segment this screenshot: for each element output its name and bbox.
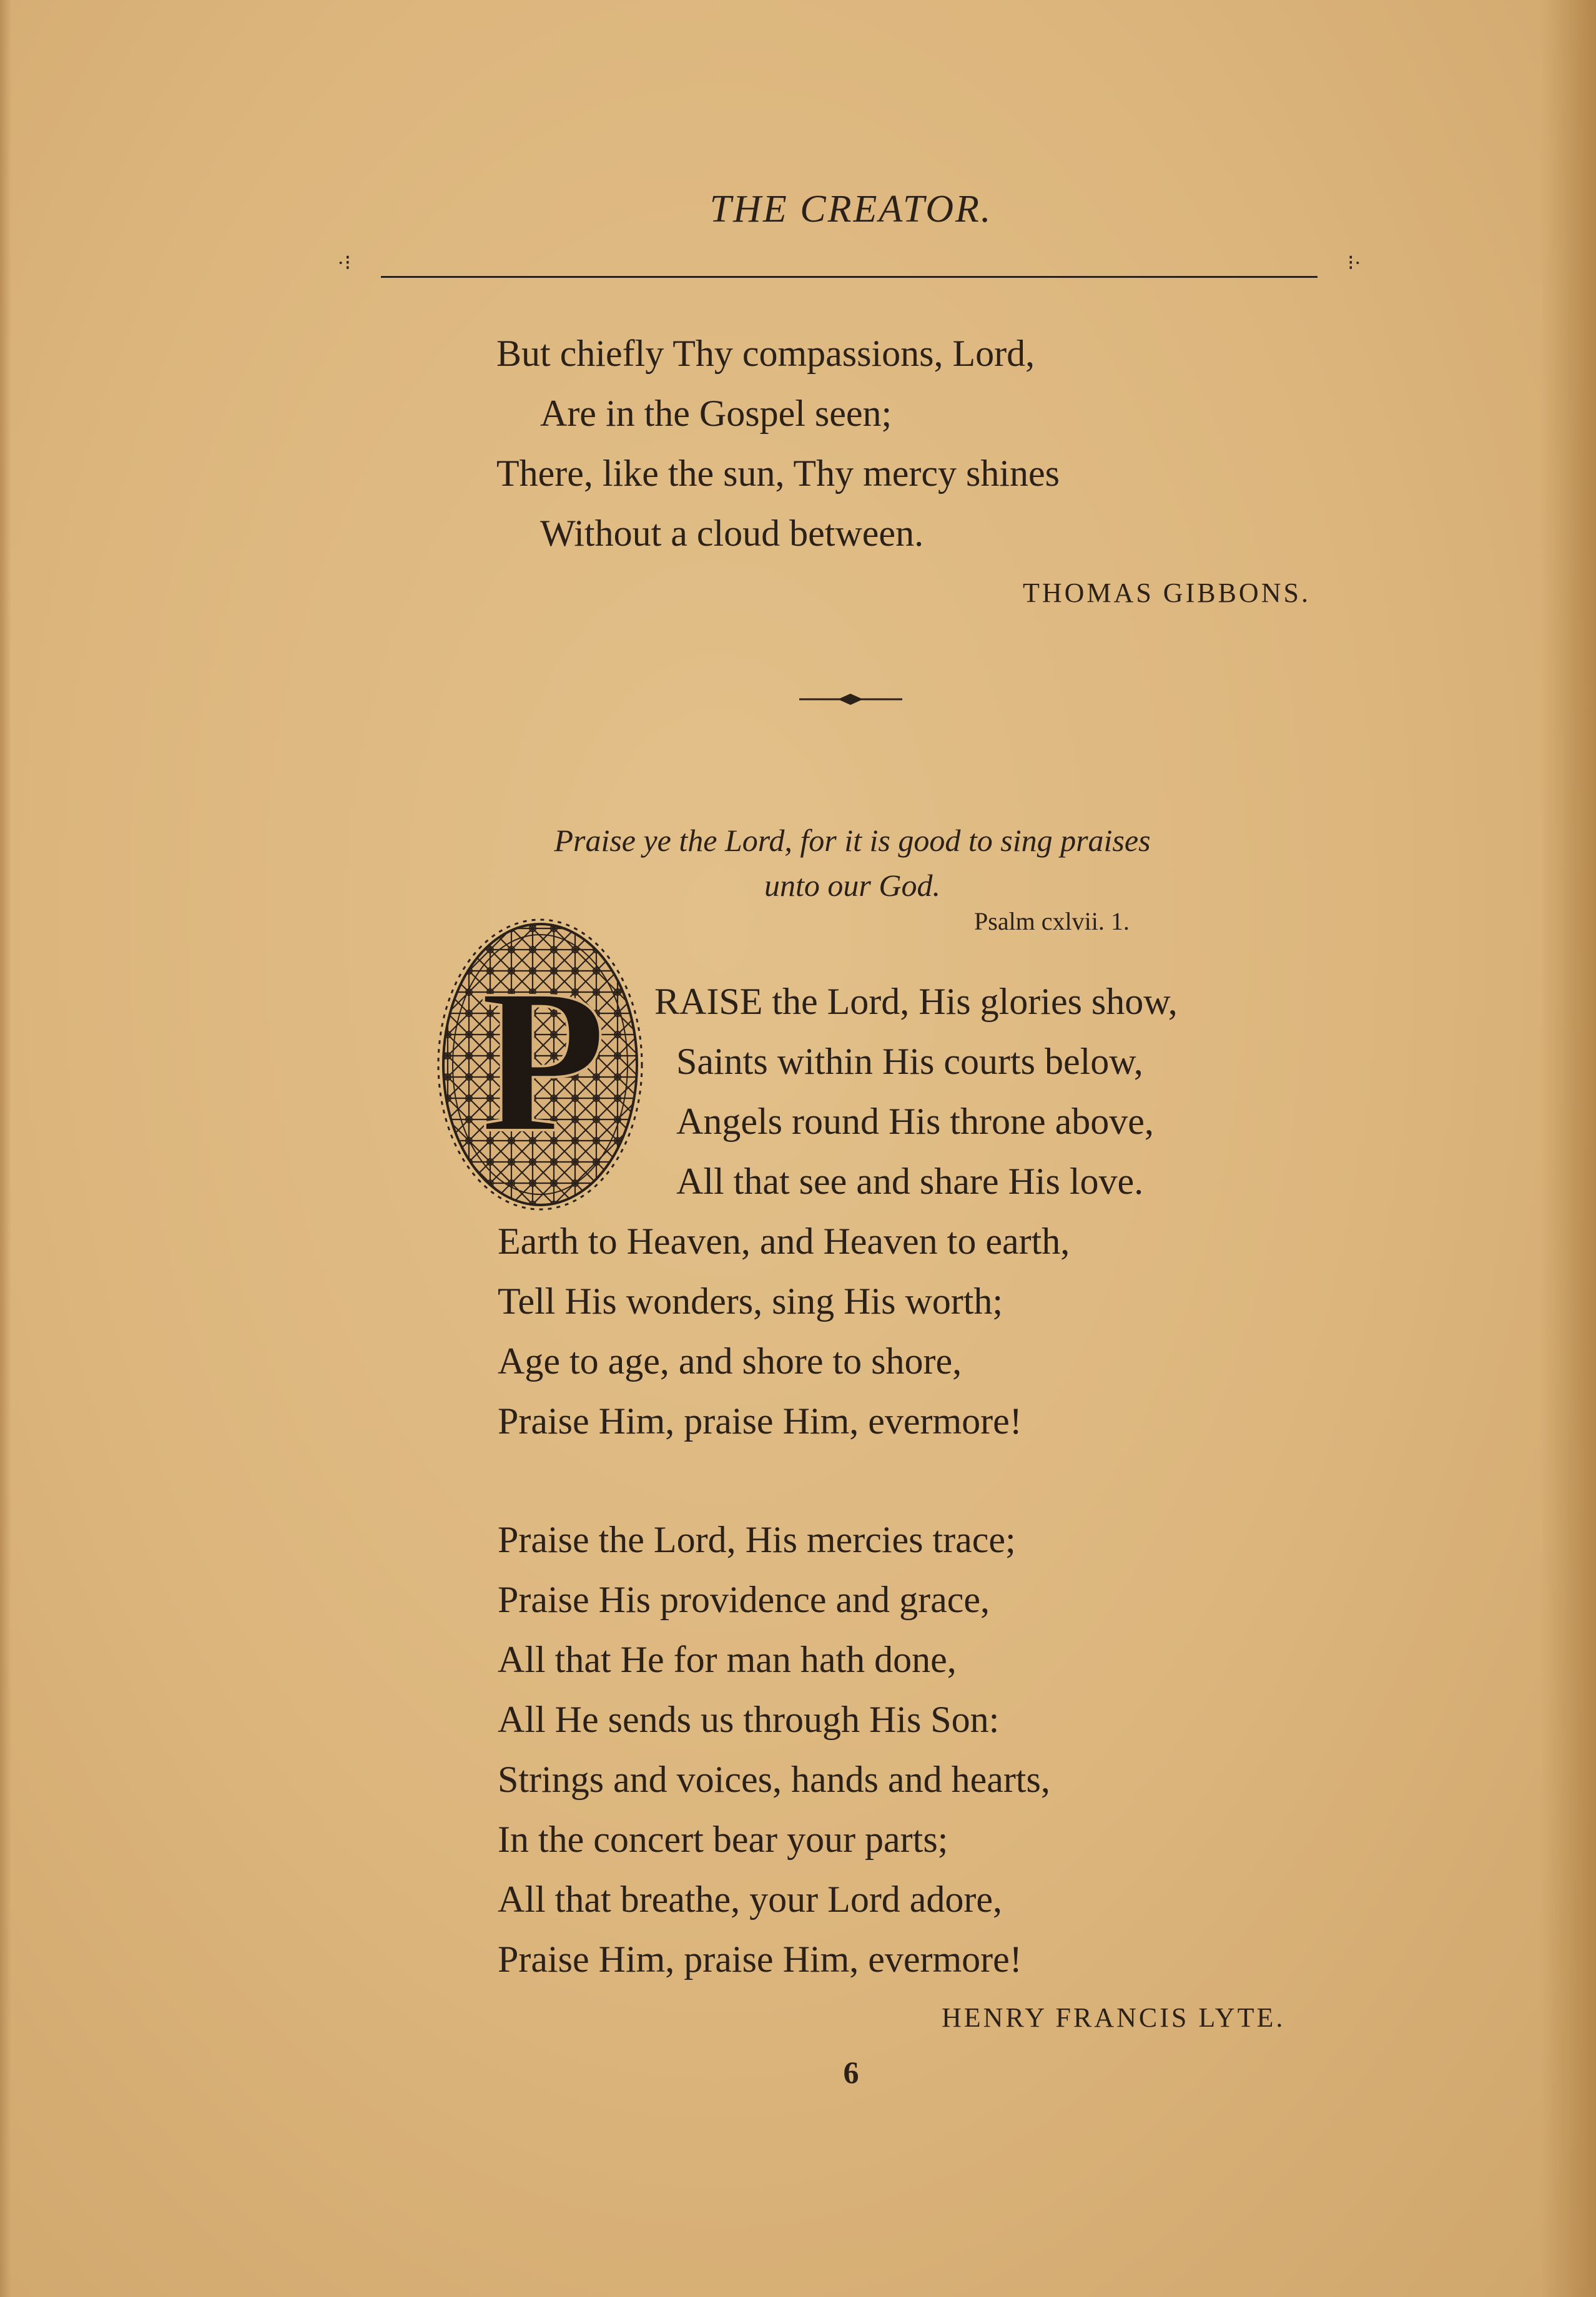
verse-line: Age to age, and shore to shore, <box>498 1340 962 1382</box>
verse-line: Earth to Heaven, and Heaven to earth, <box>498 1221 1070 1262</box>
verse-line: In the concert bear your parts; <box>498 1819 948 1860</box>
page-edge-left <box>0 0 11 2297</box>
section-divider-ornament <box>799 687 902 712</box>
poem2-stanza1-opening <box>654 971 1178 1031</box>
ornament-dots-left: ·⁝ <box>337 252 352 275</box>
ornament-dots-right: ⁝· <box>1347 252 1361 275</box>
verse-line: Praise Him, praise Him, evermore! <box>498 1939 1022 1980</box>
verse-line: But chiefly Thy compassions, Lord, <box>496 333 1035 374</box>
poem1-stanza <box>496 323 1060 563</box>
verse-line: Saints within His courts below, <box>676 1041 1143 1082</box>
header-rule <box>337 252 1361 300</box>
verse-line: All that see and share His love. <box>676 1161 1144 1202</box>
dropcap-letter: P <box>480 947 606 1175</box>
verse-line: Praise the Lord, His mercies trace; <box>498 1519 1016 1560</box>
psalm-citation: Psalm cxlvii. 1. <box>974 907 1130 935</box>
verse-line: RAISE the Lord, His glories show, <box>654 981 1178 1022</box>
verse-line: Are in the Gospel seen; <box>540 393 892 434</box>
verse-line: All that breathe, your Lord adore, <box>498 1879 1003 1920</box>
verse-line: All He sends us through His Son: <box>498 1699 1000 1740</box>
running-header: THE CREATOR. <box>709 188 993 230</box>
poem2-stanza2 <box>498 1510 1050 1989</box>
verse-line: Without a cloud between. <box>540 513 924 554</box>
poem2-stanza1-rest <box>498 1211 1070 1451</box>
page-number: 6 <box>843 2055 859 2090</box>
verse-line: Strings and voices, hands and hearts, <box>498 1759 1050 1800</box>
epigraph-line: Praise ye the Lord, for it is good to sing praises <box>554 823 1151 858</box>
verse-line: Angels round His throne above, <box>676 1101 1154 1142</box>
verse-line: Praise Him, praise Him, evermore! <box>498 1400 1022 1442</box>
rule-line <box>381 276 1318 278</box>
poem2-stanza1-indented <box>676 1031 1154 1211</box>
page-edge-right <box>1540 0 1596 2297</box>
poem1-author: THOMAS GIBBONS. <box>1023 578 1311 608</box>
verse-line: Tell His wonders, sing His worth; <box>498 1281 1003 1322</box>
verse-line: Praise His providence and grace, <box>498 1579 990 1620</box>
epigraph-line: unto our God. <box>764 868 940 903</box>
epigraph <box>462 818 1243 908</box>
verse-line: There, like the sun, Thy mercy shines <box>496 453 1060 494</box>
ornamental-dropcap-p <box>437 918 643 1211</box>
poem2-author: HENRY FRANCIS LYTE. <box>942 2002 1286 2033</box>
verse-line: All that He for man hath done, <box>498 1639 957 1680</box>
